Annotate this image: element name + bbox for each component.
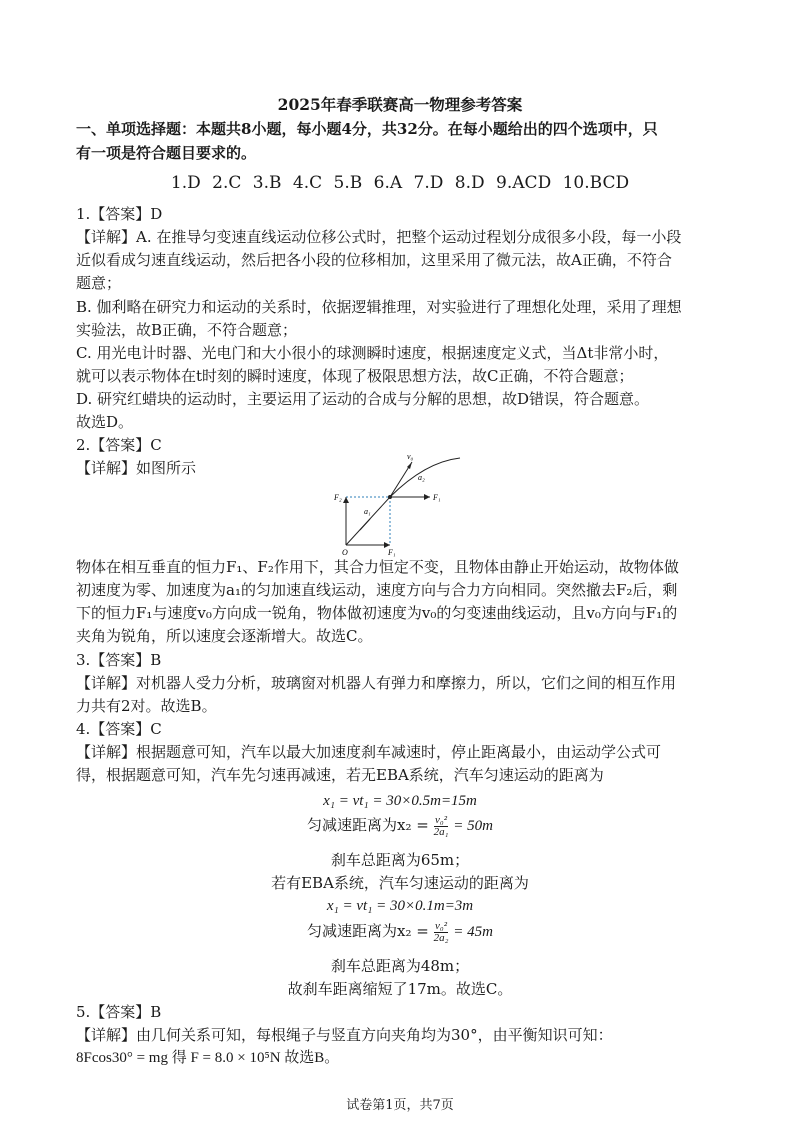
- q4-equation-2: 匀减速距离为x₂ = $\frac{\text{v₀²}}{\text{2a₁}}$ = 50m: [307, 813, 493, 838]
- page-title: 2025年春季联赛高一物理参考答案: [277, 95, 523, 114]
- q2-line: 下的恒力F₁与速度v₀方向成一锐角，物体做初速度为v₀的匀变速曲线运动，且v₀方向与F₁的: [76, 604, 678, 622]
- q5-answer: 5.【答案】B: [76, 1003, 162, 1021]
- q3-answer: 3.【答案】B: [76, 651, 162, 669]
- q1-line: 就可以表示物体在t时刻的瞬时速度，体现了极限思想方法，故C正确，不符合题意；: [76, 367, 634, 385]
- q1-line: 题意；: [76, 274, 122, 292]
- label-a1: a₁: [364, 507, 371, 516]
- q4-answer: 4.【答案】C: [76, 720, 162, 738]
- q1-line: 实验法，故B正确，不符合题意；: [76, 321, 298, 339]
- section-heading-line1: 一、单项选择题：本题共8小题，每小题4分，共32分。在每小题给出的四个选项中，只: [76, 120, 658, 138]
- page-footer: 试卷第1页，共7页: [346, 1098, 454, 1113]
- q1-line: B. 伽利略在研究力和运动的关系时，依据逻辑推理，对实验进行了理想化处理，采用了理想: [76, 298, 682, 316]
- trajectory-curve: [390, 458, 460, 497]
- q1-line: D. 研究红蜡块的运动时，主要运用了运动的合成与分解的思想，故D错误，符合题意。: [76, 390, 650, 408]
- q4-equation-4: 若有EBA系统，汽车匀速运动的距离为: [271, 874, 529, 892]
- q4-equation-3: 刹车总距离为65m；: [330, 851, 470, 869]
- label-a2: a₂: [418, 473, 425, 482]
- q1-line: 近似看成匀速直线运动，然后把各小段的位移相加，这里采用了微元法，故A正确，不符合: [76, 251, 672, 269]
- q3-line: 力共有2对。故选B。: [76, 697, 217, 715]
- q2-line: 物体在相互垂直的恒力F₁、F₂作用下，其合力恒定不变，且物体由静止开始运动，故物体做: [76, 558, 679, 576]
- q4-equation-1: x₁ = vt₁ = 30×0.5m=15m: [323, 793, 477, 809]
- q3-line: 【详解】对机器人受力分析，玻璃窗对机器人有弹力和摩擦力，所以，它们之间的相互作用: [76, 674, 677, 692]
- answer-key: 1.D 2.C 3.B 4.C 5.B 6.A 7.D 8.D 9.ACD 10.BCD: [170, 173, 630, 193]
- q4-equation-8: 故刹车距离缩短了17m。故选C。: [287, 980, 513, 998]
- q4-equation-5: x₁ = vt₁ = 30×0.1m=3m: [326, 898, 474, 914]
- q1-line: C. 用光电计时器、光电门和大小很小的球测瞬时速度，根据速度定义式，当Δt非常小时，: [76, 344, 669, 362]
- q2-line: 夹角为锐角，所以速度会逐渐增大。故选C。: [76, 627, 373, 645]
- label-f2: F₂: [334, 493, 342, 502]
- q4-line: 得，根据题意可知，汽车先匀速再减速，若无EBA系统，汽车匀速运动的距离为: [76, 766, 604, 784]
- label-f1-bottom: F₁: [388, 548, 396, 557]
- q4-line: 【详解】根据题意可知，汽车以最大加速度刹车减速时，停止距离最小，由运动学公式可: [76, 743, 662, 761]
- q1-line: 故选D。: [76, 413, 134, 431]
- force-diagram: [330, 450, 480, 560]
- label-o: O: [342, 548, 348, 557]
- q2-answer: 2.【答案】C: [76, 436, 162, 454]
- q2-intro: 【详解】如图所示: [76, 459, 197, 477]
- label-v0: v₀: [407, 452, 414, 461]
- q5-line: 【详解】由几何关系可知，每根绳子与竖直方向夹角均为30°，由平衡知识可知：: [76, 1026, 613, 1044]
- label-f1-right: F₁: [433, 493, 441, 502]
- q1-answer: 1.【答案】D: [76, 205, 163, 223]
- q4-equation-7: 刹车总距离为48m；: [330, 957, 470, 975]
- q2-line: 初速度为零、加速度为a₁的匀加速直线运动，速度方向与合力方向相同。突然撤去F₂后，剩: [76, 581, 678, 599]
- q4-equation-6: 匀减速距离为x₂ = $\frac{\text{v₀²}}{\text{2a₂}}$ = 45m: [307, 919, 493, 944]
- section-heading-line2: 有一项是符合题目要求的。: [76, 144, 257, 162]
- q5-line: 8Fcos30° = mg 得 F = 8.0 × 10⁵N 故选B。: [76, 1050, 340, 1066]
- q1-line: 【详解】A. 在推导匀变速直线运动位移公式时，把整个运动过程划分成很多小段，每一小段: [76, 228, 682, 246]
